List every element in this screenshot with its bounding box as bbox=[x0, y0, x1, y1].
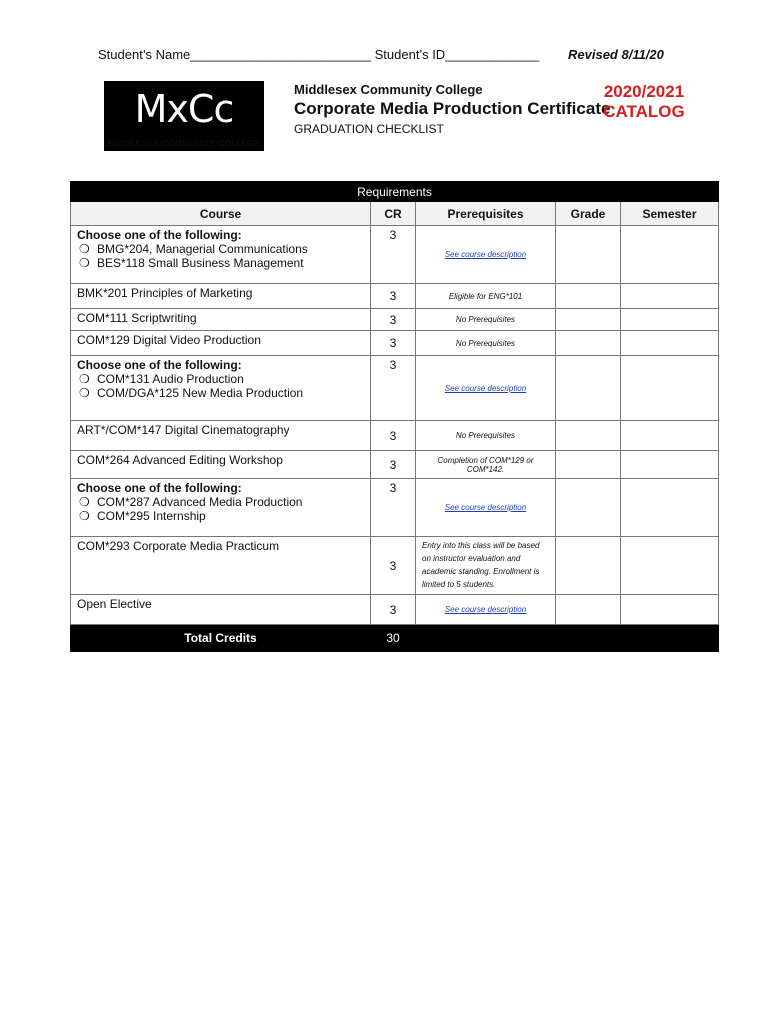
prerequisite-text: No Prerequisites bbox=[455, 431, 516, 440]
table-row bbox=[71, 226, 719, 284]
grade-cell[interactable] bbox=[556, 537, 621, 595]
prerequisite-text: No Prerequisites bbox=[455, 315, 516, 324]
semester-cell[interactable] bbox=[621, 309, 719, 331]
logo-subtitle: MIDDLESEX COMMUNITY COLLEGE bbox=[108, 138, 260, 148]
credit-cell: 3 bbox=[371, 226, 416, 284]
course-cell bbox=[71, 479, 371, 537]
semester-cell[interactable] bbox=[621, 421, 719, 451]
semester-cell[interactable] bbox=[621, 226, 719, 284]
grade-cell[interactable] bbox=[556, 226, 621, 284]
semester-cell[interactable] bbox=[621, 479, 719, 537]
course-cell: Open Elective bbox=[71, 595, 371, 625]
course-option[interactable] bbox=[77, 386, 364, 400]
catalog-label: CATALOG bbox=[603, 102, 685, 121]
requirements-table bbox=[70, 181, 719, 652]
checkbox-icon[interactable]: ❍ bbox=[79, 386, 90, 400]
semester-cell[interactable] bbox=[621, 356, 719, 421]
total-credits-value: 30 bbox=[371, 625, 416, 652]
prerequisite-cell bbox=[416, 451, 556, 479]
revised-date: Revised 8/11/20 bbox=[568, 47, 664, 62]
course-option[interactable] bbox=[77, 372, 364, 386]
semester-cell[interactable] bbox=[621, 284, 719, 309]
prerequisite-cell bbox=[416, 595, 556, 625]
grade-cell[interactable] bbox=[556, 421, 621, 451]
grade-cell[interactable] bbox=[556, 309, 621, 331]
course-option-label: BES*118 Small Business Management bbox=[97, 256, 304, 270]
course-option-label: COM*131 Audio Production bbox=[97, 372, 244, 386]
course-cell: COM*293 Corporate Media Practicum bbox=[71, 537, 371, 595]
prerequisite-text: Entry into this class will be based on instructor evaluation and academic standing. Enrollment is limited to 5 students. bbox=[422, 541, 540, 589]
cr-header: CR bbox=[371, 202, 416, 226]
college-name: Middlesex Community College bbox=[294, 82, 483, 97]
table-row bbox=[71, 451, 719, 479]
course-description-link[interactable]: See course description bbox=[444, 503, 527, 512]
prerequisite-cell bbox=[416, 331, 556, 356]
semester-cell[interactable] bbox=[621, 595, 719, 625]
course-option[interactable] bbox=[77, 495, 364, 509]
credit-cell: 3 bbox=[371, 451, 416, 479]
course-option-label: COM*295 Internship bbox=[97, 509, 206, 523]
grade-cell[interactable] bbox=[556, 479, 621, 537]
course-option[interactable] bbox=[77, 256, 364, 270]
prerequisite-cell bbox=[416, 309, 556, 331]
prerequisite-cell bbox=[416, 479, 556, 537]
semester-cell[interactable] bbox=[621, 537, 719, 595]
total-row bbox=[71, 625, 719, 652]
course-description-link[interactable]: See course description bbox=[444, 250, 527, 259]
course-header: Course bbox=[71, 202, 371, 226]
prerequisite-cell bbox=[416, 284, 556, 309]
grade-cell[interactable] bbox=[556, 331, 621, 356]
credit-cell: 3 bbox=[371, 331, 416, 356]
prerequisite-text: Eligible for ENG*101 bbox=[448, 291, 523, 301]
course-cell: COM*129 Digital Video Production bbox=[71, 331, 371, 356]
credit-cell: 3 bbox=[371, 537, 416, 595]
course-option[interactable] bbox=[77, 242, 364, 256]
checkbox-icon[interactable]: ❍ bbox=[79, 372, 90, 386]
prerequisite-text: No Prerequisites bbox=[455, 338, 516, 348]
credit-cell: 3 bbox=[371, 421, 416, 451]
course-cell: COM*111 Scriptwriting bbox=[71, 309, 371, 331]
choose-one-label: Choose one of the following: bbox=[77, 358, 242, 372]
checkbox-icon[interactable]: ❍ bbox=[79, 242, 90, 256]
credit-cell: 3 bbox=[371, 479, 416, 537]
checklist-title: GRADUATION CHECKLIST bbox=[294, 122, 444, 136]
course-option[interactable] bbox=[77, 509, 364, 523]
table-row bbox=[71, 356, 719, 421]
grade-cell[interactable] bbox=[556, 595, 621, 625]
course-cell: COM*264 Advanced Editing Workshop bbox=[71, 451, 371, 479]
credit-cell: 3 bbox=[371, 356, 416, 421]
student-name-id-line: Student’s Name_________________________ Student’s ID_____________ bbox=[98, 47, 540, 62]
grade-header: Grade bbox=[556, 202, 621, 226]
choose-one-label: Choose one of the following: bbox=[77, 228, 242, 242]
credit-cell: 3 bbox=[371, 284, 416, 309]
table-row bbox=[71, 537, 719, 595]
credit-cell: 3 bbox=[371, 309, 416, 331]
prerequisite-cell bbox=[416, 356, 556, 421]
table-row bbox=[71, 331, 719, 356]
checkbox-icon[interactable]: ❍ bbox=[79, 256, 90, 270]
course-cell: ART*/COM*147 Digital Cinematography bbox=[71, 421, 371, 451]
semester-cell[interactable] bbox=[621, 331, 719, 356]
prereq-header: Prerequisites bbox=[416, 202, 556, 226]
credit-cell: 3 bbox=[371, 595, 416, 625]
choose-one-label: Choose one of the following: bbox=[77, 481, 242, 495]
table-row bbox=[71, 309, 719, 331]
grade-cell[interactable] bbox=[556, 356, 621, 421]
prerequisite-cell bbox=[416, 226, 556, 284]
prerequisite-cell bbox=[416, 421, 556, 451]
checkbox-icon[interactable]: ❍ bbox=[79, 509, 90, 523]
course-description-link[interactable]: See course description bbox=[444, 383, 527, 393]
requirements-label: Requirements bbox=[71, 182, 719, 202]
total-credits-label: Total Credits bbox=[71, 625, 371, 652]
table-row bbox=[71, 284, 719, 309]
program-title: Corporate Media Production Certificate bbox=[294, 99, 611, 118]
course-cell bbox=[71, 356, 371, 421]
table-row bbox=[71, 479, 719, 537]
semester-cell[interactable] bbox=[621, 451, 719, 479]
course-option-label: COM*287 Advanced Media Production bbox=[97, 495, 303, 509]
table-row bbox=[71, 421, 719, 451]
prerequisite-cell bbox=[416, 537, 556, 595]
course-cell: BMK*201 Principles of Marketing bbox=[71, 284, 371, 309]
grade-cell[interactable] bbox=[556, 284, 621, 309]
semester-header: Semester bbox=[621, 202, 719, 226]
course-option-label: COM/DGA*125 New Media Production bbox=[97, 386, 304, 400]
total-row-filler bbox=[416, 625, 719, 652]
course-description-link[interactable]: See course description bbox=[444, 605, 527, 614]
course-cell bbox=[71, 226, 371, 284]
course-option-label: BMG*204, Managerial Communications bbox=[97, 242, 308, 256]
logo-mark: MxCc bbox=[134, 87, 234, 131]
catalog-year: 2020/2021 bbox=[603, 82, 685, 101]
table-row bbox=[71, 595, 719, 625]
prerequisite-text: Completion of COM*129 or COM*142. bbox=[437, 455, 534, 474]
checkbox-icon[interactable]: ❍ bbox=[79, 495, 90, 509]
grade-cell[interactable] bbox=[556, 451, 621, 479]
